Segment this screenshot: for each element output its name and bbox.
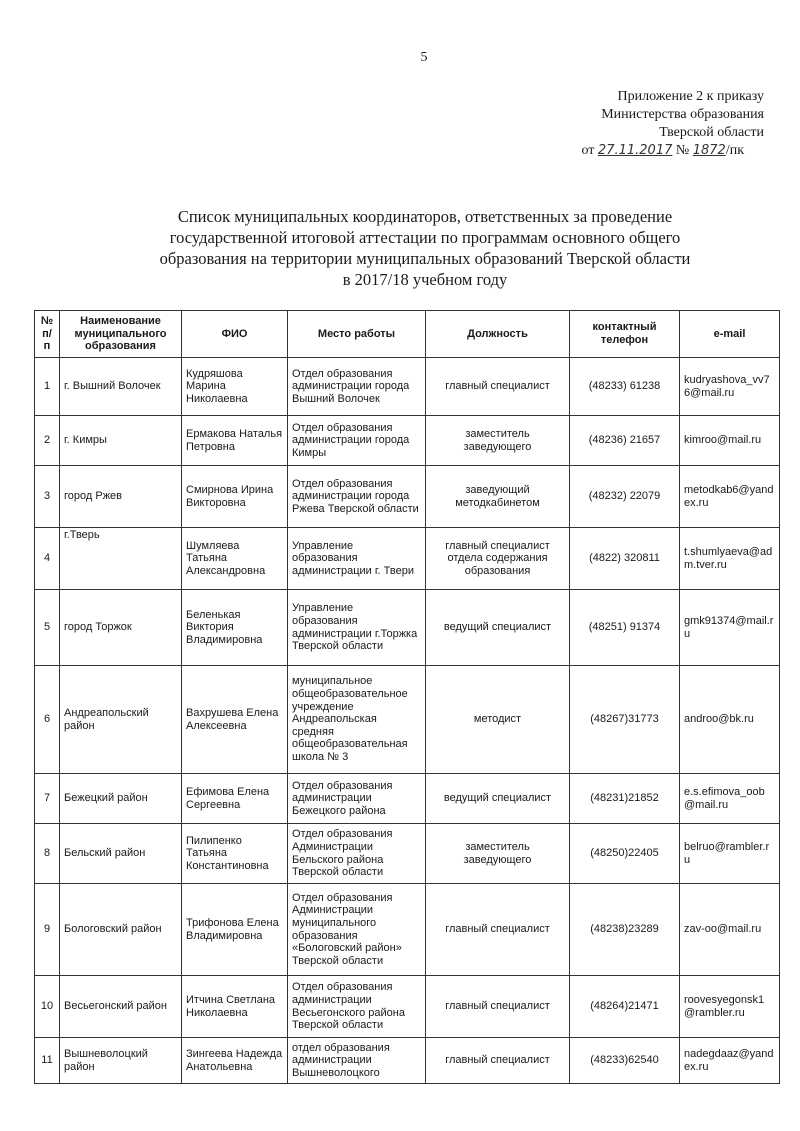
title-line-1: Список муниципальных координаторов, ответственных за проведение — [177, 207, 673, 226]
order-number: 1872 — [692, 143, 726, 158]
table-row — [35, 358, 780, 416]
table-row — [35, 884, 780, 976]
cell-fio: Кудряшова Марина Николаевна — [182, 358, 288, 416]
title-line-4: в 2017/18 учебном году — [342, 270, 508, 289]
table-row — [35, 1038, 780, 1084]
cell-position: заместитель заведующего — [426, 824, 570, 884]
cell-num: 8 — [35, 824, 60, 884]
cell-phone: (4822) 320811 — [570, 528, 680, 590]
appendix-header — [581, 88, 764, 160]
table-row — [35, 416, 780, 466]
header-phone: контактный телефон — [570, 311, 680, 358]
header-email: e-mail — [680, 311, 780, 358]
cell-position: ведущий специалист — [426, 774, 570, 824]
cell-municipality: Бежецкий район — [60, 774, 182, 824]
cell-phone: (48264)21471 — [570, 976, 680, 1038]
cell-municipality: г. Вышний Волочек — [60, 358, 182, 416]
cell-municipality: город Торжок — [60, 590, 182, 666]
cell-email: androo@bk.ru — [680, 666, 780, 774]
cell-workplace: Управление образования администрации г.Торжка Тверской области — [288, 590, 426, 666]
cell-fio: Итчина Светлана Николаевна — [182, 976, 288, 1038]
cell-position: методист — [426, 666, 570, 774]
cell-workplace: муниципальное общеобразовательное учреждение Андреапольская средняя общеобразовательная школа № 3 — [288, 666, 426, 774]
coordinators-table — [34, 310, 780, 1084]
cell-position: главный специалист — [426, 358, 570, 416]
cell-position: заведующий методкабинетом — [426, 466, 570, 528]
cell-phone: (48232) 22079 — [570, 466, 680, 528]
header-num: № п/п — [35, 311, 60, 358]
cell-phone: (48238)23289 — [570, 884, 680, 976]
cell-municipality: Бельский район — [60, 824, 182, 884]
number-label: № — [675, 143, 690, 158]
cell-phone: (48233) 61238 — [570, 358, 680, 416]
cell-municipality: Андреапольский район — [60, 666, 182, 774]
table-row — [35, 466, 780, 528]
cell-position: заместитель заведующего — [426, 416, 570, 466]
cell-phone: (48251) 91374 — [570, 590, 680, 666]
cell-position: ведущий специалист — [426, 590, 570, 666]
cell-email: t.shumlyaeva@adm.tver.ru — [680, 528, 780, 590]
table-header-row — [35, 311, 780, 358]
cell-email: gmk91374@mail.ru — [680, 590, 780, 666]
cell-fio: Пилипенко Татьяна Константиновна — [182, 824, 288, 884]
table-row — [35, 824, 780, 884]
title-line-3: образования на территории муниципальных образований Тверской области — [159, 249, 691, 268]
cell-email: e.s.efimova_oob@mail.ru — [680, 774, 780, 824]
cell-fio: Ефимова Елена Сергеевна — [182, 774, 288, 824]
cell-num: 6 — [35, 666, 60, 774]
order-line — [581, 142, 744, 160]
header-fio: ФИО — [182, 311, 288, 358]
header-workplace: Место работы — [288, 311, 426, 358]
cell-num: 2 — [35, 416, 60, 466]
cell-num: 1 — [35, 358, 60, 416]
table-row — [35, 528, 780, 590]
cell-email: roovesyegonsk1@rambler.ru — [680, 976, 780, 1038]
table-row — [35, 774, 780, 824]
cell-workplace: Отдел образования администрации города Вышний Волочек — [288, 358, 426, 416]
cell-num: 7 — [35, 774, 60, 824]
cell-workplace: Отдел образования администрации города Кимры — [288, 416, 426, 466]
cell-municipality: Весьегонский район — [60, 976, 182, 1038]
document-title — [120, 206, 730, 290]
cell-num: 5 — [35, 590, 60, 666]
table-row — [35, 590, 780, 666]
cell-municipality: г. Кимры — [60, 416, 182, 466]
cell-fio: Шумляева Татьяна Александровна — [182, 528, 288, 590]
order-date: 27.11.2017 — [597, 143, 673, 158]
cell-position: главный специалист — [426, 976, 570, 1038]
cell-phone: (48236) 21657 — [570, 416, 680, 466]
cell-email: metodkab6@yandex.ru — [680, 466, 780, 528]
cell-phone: (48267)31773 — [570, 666, 680, 774]
cell-fio: Смирнова Ирина Викторовна — [182, 466, 288, 528]
cell-fio: Вахрушева Елена Алексеевна — [182, 666, 288, 774]
header-municipality: Наименование муниципального образования — [60, 311, 182, 358]
cell-fio: Трифонова Елена Владимировна — [182, 884, 288, 976]
cell-email: kimroo@mail.ru — [680, 416, 780, 466]
cell-municipality: город Ржев — [60, 466, 182, 528]
cell-email: nadegdaaz@yandex.ru — [680, 1038, 780, 1084]
page-number: 5 — [420, 50, 428, 65]
cell-num: 9 — [35, 884, 60, 976]
cell-email: belruo@rambler.ru — [680, 824, 780, 884]
cell-workplace: отдел образования администрации Вышневолоцкого — [288, 1038, 426, 1084]
cell-num: 11 — [35, 1038, 60, 1084]
appendix-line-2: Министерства образования — [601, 107, 764, 122]
cell-workplace: Отдел образования администрации Весьегонского района Тверской области — [288, 976, 426, 1038]
cell-municipality: Вышневолоцкий район — [60, 1038, 182, 1084]
cell-position: главный специалист — [426, 884, 570, 976]
cell-email: kudryashova_vv76@mail.ru — [680, 358, 780, 416]
header-position: Должность — [426, 311, 570, 358]
cell-workplace: Отдел образования Администрации Бельского района Тверской области — [288, 824, 426, 884]
cell-position: главный специалист отдела содержания образования — [426, 528, 570, 590]
cell-fio: Ермакова Наталья Петровна — [182, 416, 288, 466]
cell-workplace: Управление образования администрации г. Твери — [288, 528, 426, 590]
cell-fio: Беленькая Виктория Владимировна — [182, 590, 288, 666]
from-label: от — [581, 143, 595, 158]
cell-workplace: Отдел образования администрации города Ржева Тверской области — [288, 466, 426, 528]
order-suffix: /пк — [725, 143, 744, 158]
cell-num: 10 — [35, 976, 60, 1038]
cell-phone: (48231)21852 — [570, 774, 680, 824]
cell-num: 4 — [35, 528, 60, 590]
cell-phone: (48233)62540 — [570, 1038, 680, 1084]
cell-phone: (48250)22405 — [570, 824, 680, 884]
cell-workplace: Отдел образования Администрации муниципального образования «Бологовский район» Тверской области — [288, 884, 426, 976]
cell-municipality: Бологовский район — [60, 884, 182, 976]
cell-fio: Зингеева Надежда Анатольевна — [182, 1038, 288, 1084]
title-line-2: государственной итоговой аттестации по программам основного общего — [169, 228, 681, 247]
appendix-line-1: Приложение 2 к приказу — [617, 89, 764, 104]
cell-workplace: Отдел образования администрации Бежецкого района — [288, 774, 426, 824]
cell-email: zav-oo@mail.ru — [680, 884, 780, 976]
cell-num: 3 — [35, 466, 60, 528]
appendix-line-3: Тверской области — [659, 125, 764, 140]
table-row — [35, 976, 780, 1038]
table-row — [35, 666, 780, 774]
cell-municipality: г.Тверь — [60, 528, 182, 590]
cell-position: главный специалист — [426, 1038, 570, 1084]
